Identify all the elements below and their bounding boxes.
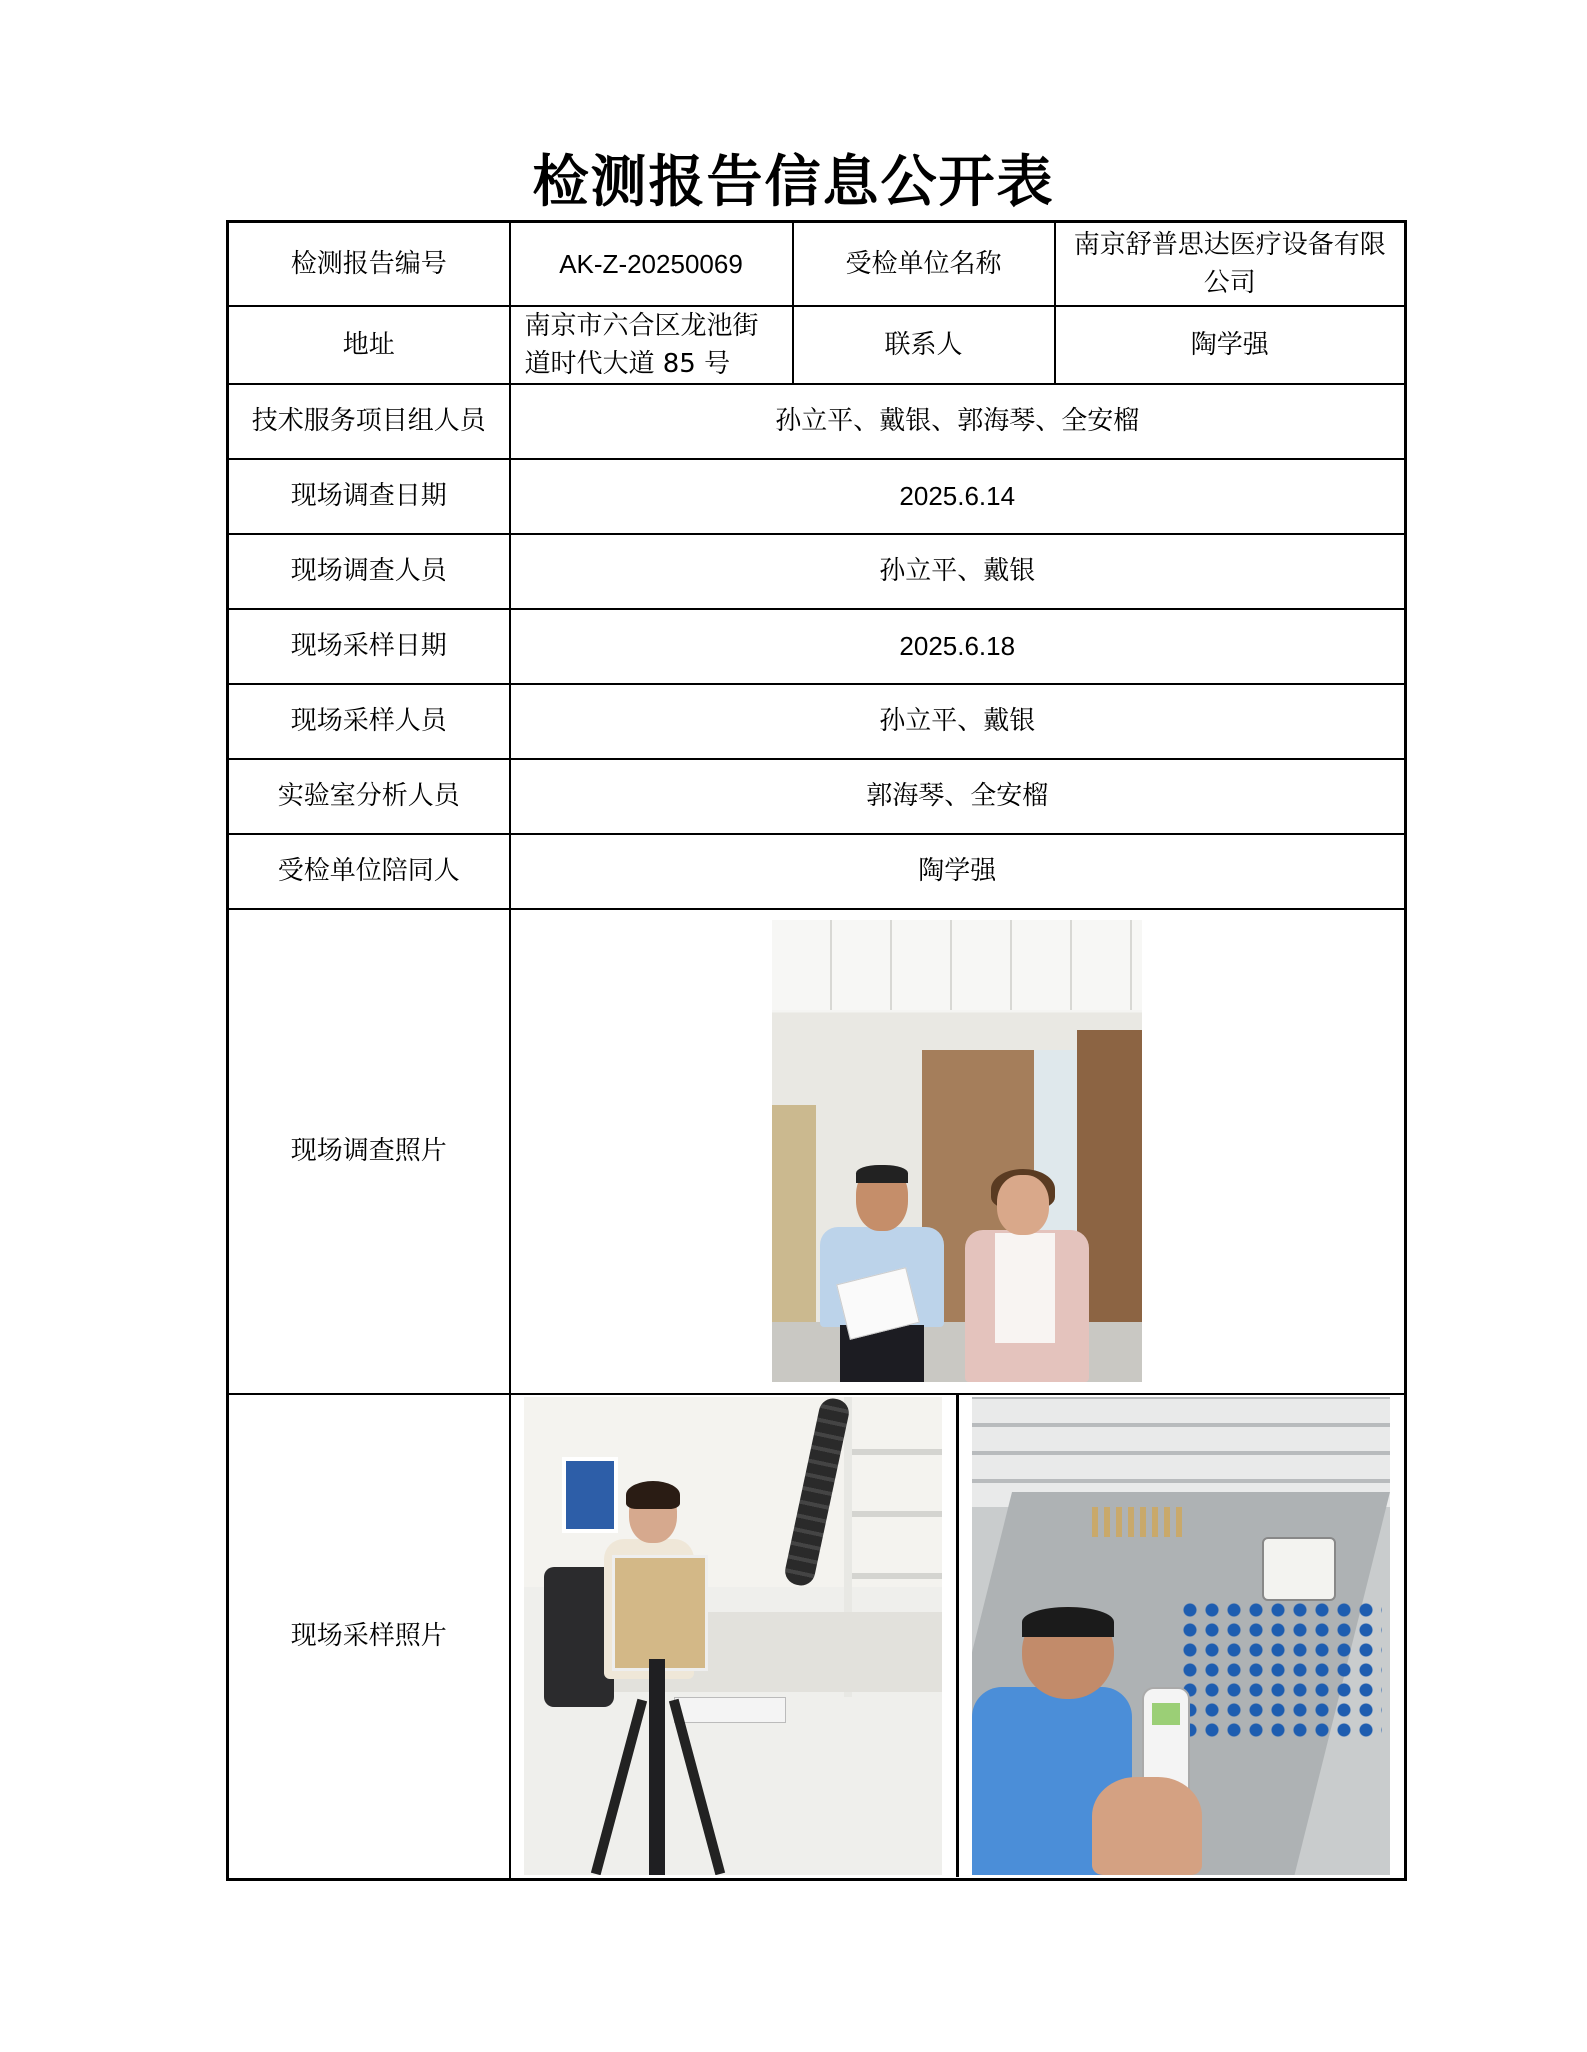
unit-name-value: 南京舒普思达医疗设备有限公司 [1055, 222, 1406, 306]
survey-staff-value: 孙立平、戴银 [510, 534, 1406, 609]
survey-date-label: 现场调查日期 [228, 459, 510, 534]
survey-photo [772, 920, 1142, 1382]
team-label: 技术服务项目组人员 [228, 384, 510, 459]
table-row [228, 222, 1406, 306]
survey-photo-label: 现场调查照片 [228, 909, 510, 1394]
table-row [228, 609, 1406, 684]
address-label: 地址 [228, 306, 510, 384]
page-title: 检测报告信息公开表 [532, 150, 1055, 215]
table-row [228, 1394, 1406, 1880]
address-value: 南京市六合区龙池街道时代大道 85 号 [510, 306, 793, 384]
contact-value: 陶学强 [1055, 306, 1406, 384]
survey-date-value: 2025.6.14 [510, 459, 1406, 534]
contact-label: 联系人 [793, 306, 1055, 384]
survey-photo-cell [510, 909, 1406, 1394]
table-row [228, 459, 1406, 534]
table-row [228, 534, 1406, 609]
table-row [228, 909, 1406, 1394]
table-row [228, 306, 1406, 384]
sampling-staff-value: 孙立平、戴银 [510, 684, 1406, 759]
sampling-date-label: 现场采样日期 [228, 609, 510, 684]
escort-value: 陶学强 [510, 834, 1406, 909]
sampling-staff-label: 现场采样人员 [228, 684, 510, 759]
escort-label: 受检单位陪同人 [228, 834, 510, 909]
sampling-photo-label: 现场采样照片 [228, 1394, 510, 1880]
lab-staff-value: 郭海琴、全安榴 [510, 759, 1406, 834]
table-row [228, 759, 1406, 834]
report-no-label: 检测报告编号 [228, 222, 510, 306]
sampling-date-value: 2025.6.18 [510, 609, 1406, 684]
survey-staff-label: 现场调查人员 [228, 534, 510, 609]
table-row [228, 684, 1406, 759]
team-value: 孙立平、戴银、郭海琴、全安榴 [510, 384, 1406, 459]
lab-staff-label: 实验室分析人员 [228, 759, 510, 834]
table-row [228, 834, 1406, 909]
unit-name-label: 受检单位名称 [793, 222, 1055, 306]
sampling-photo-2 [972, 1397, 1390, 1875]
sampling-photo-1 [524, 1397, 942, 1875]
sampling-photo-cell [510, 1394, 1406, 1880]
report-table [226, 220, 1407, 1881]
table-row [228, 384, 1406, 459]
report-no-value: AK-Z-20250069 [510, 222, 793, 306]
